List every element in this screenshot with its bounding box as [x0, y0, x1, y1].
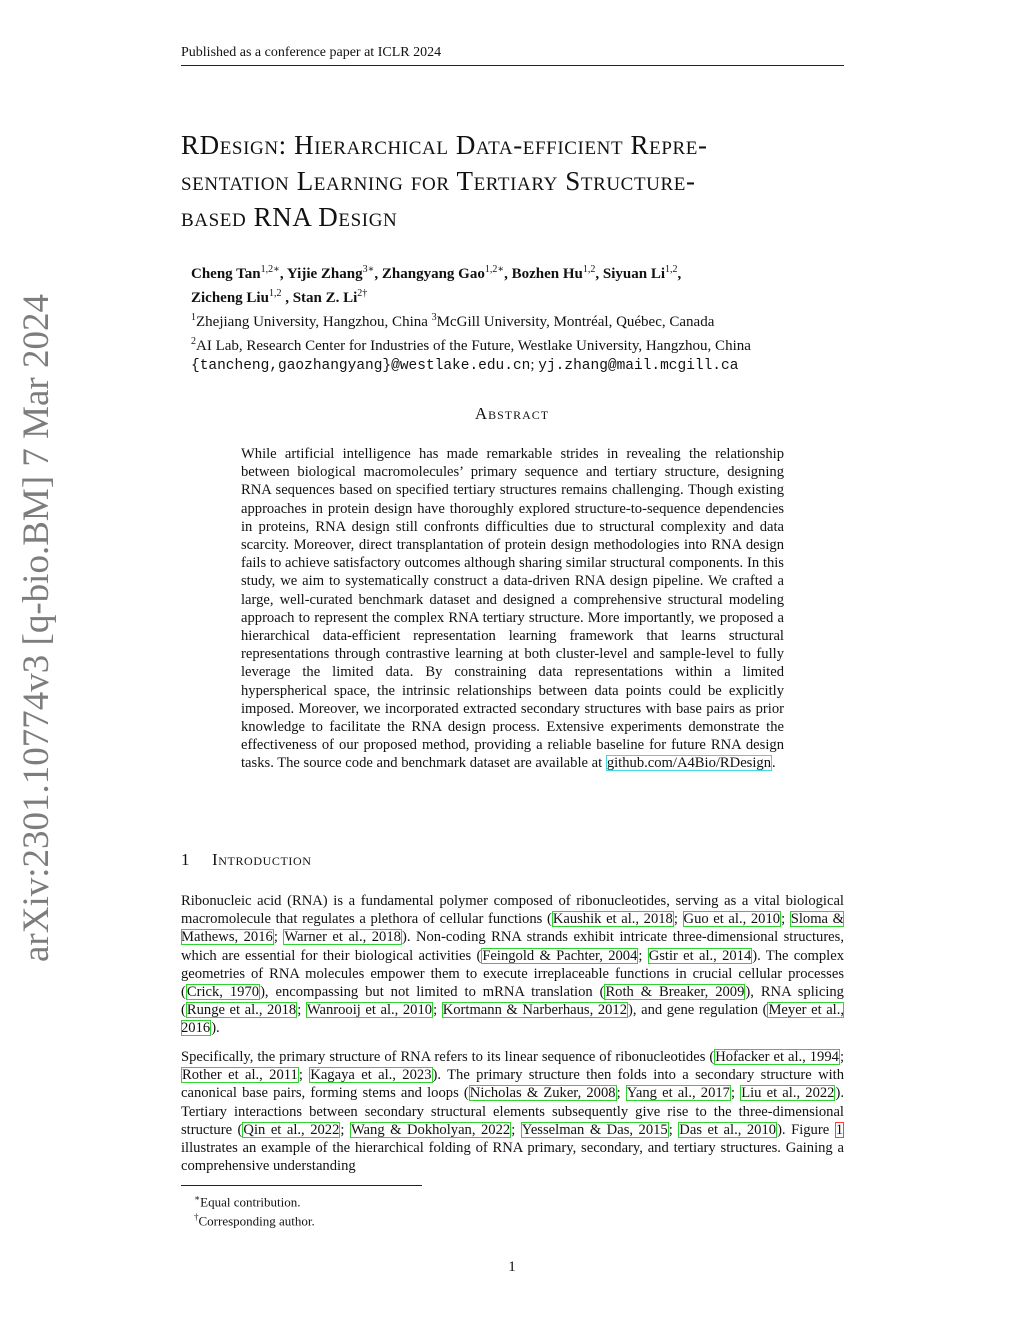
sep: ; [511, 1121, 521, 1138]
footnote-rule [181, 1185, 422, 1186]
citation[interactable]: Liu et al., 2022 [741, 1085, 835, 1102]
affiliation: McGill University, Montréal, Québec, Canada [436, 314, 715, 330]
citation[interactable]: Wanrooij et al., 2010 [306, 1002, 433, 1019]
affiliation-sup: 1 [191, 312, 196, 323]
text: ). Non-coding RNA strands exhibit intricate three-dimensional structures, which are essential for their biological activities ( [181, 929, 844, 964]
running-header: Published as a conference paper at ICLR 2024 [181, 44, 844, 66]
text: illustrates an example of the hierarchical folding of RNA primary, secondary, and tertiary structures. Gaining a comprehensive understanding [181, 1140, 844, 1175]
author-name: Zhangyang Gao [381, 266, 485, 282]
text: ), RNA splicing ( [181, 984, 844, 1019]
citation[interactable]: Sloma & Mathews, 2016 [181, 911, 844, 946]
author-sup: 1,2 [665, 264, 678, 275]
text: ). The complex geometries of RNA molecules empower them to execute irreplaceable functions in crucial cellular processes ( [181, 947, 845, 1001]
affiliation-sup: 2 [191, 336, 196, 347]
text: ). Tertiary interactions between secondary structural elements subsequently give rise to the three-dimensional structure ( [181, 1085, 844, 1138]
citation[interactable]: Qin et al., 2022 [243, 1121, 340, 1138]
author-sup: 1,2∗ [484, 264, 505, 275]
sep: ; [298, 1067, 310, 1084]
sep: ; [781, 911, 790, 928]
sep: ; [340, 1121, 350, 1138]
author-name: Stan Z. Li [292, 290, 358, 306]
sep: ; [839, 1049, 845, 1065]
footnote-mark: † [194, 1212, 199, 1222]
title-line: RDesign: Hierarchical Data-efficient Repre- [181, 130, 708, 160]
sep: ; [273, 929, 284, 946]
affiliation: AI Lab, Research Center for Industries of the Future, Westlake University, Hangzhou, China [196, 338, 751, 354]
intro-paragraph-1 [181, 892, 844, 1038]
text: ). Figure [777, 1121, 835, 1138]
citation[interactable]: Nicholas & Zuker, 2008 [469, 1085, 616, 1102]
affiliation-line [191, 308, 841, 332]
arxiv-identifier: arXiv:2301.10774v3 [q-bio.BM] 7 Mar 2024 [16, 294, 57, 962]
author-sup: 2† [357, 288, 368, 299]
intro-paragraph-2 [181, 1048, 844, 1175]
section-heading [181, 850, 312, 870]
abstract: While artificial intelligence has made remarkable strides in revealing the relationship between biological macromolecules’ primary sequence and tertiary structure, designing RNA sequences based on specified tertiary structures remains challenging. Though existing approaches in protein design have thoroughly explored structure-to-sequence dependencies in proteins, RNA design still confronts difficulties due to structural complexity and data scarcity. Moreover, direct transplantation of protein design methodologies into RNA design fails to achieve satisfactory outcomes although sharing similar structural components. In this study, we aim to systematically construct a data-driven RNA design pipeline. We crafted a large, well-curated benchmark dataset and designed a comprehensive structural modeling approach to represent the complex RNA tertiary structure. More importantly, we proposed a hierarchical data-efficient representation learning framework that learns structural representations through contrastive learning at both cluster-level and sample-level to fully leverage the limited data. By constraining data representations within a limited hyperspherical space, the intrinsic relationships between data points could be explicitly imposed. Moreover, we incorporated extracted secondary structures with base pairs as prior knowledge to facilitate the RNA design process. Extensive experiments demonstrate the effectiveness of our proposed method, providing a reliable baseline for future RNA design tasks. The source code and benchmark dataset are available at github.com/A4Bio/RDesign. [241, 446, 784, 772]
author-list: Cheng Tan$^{1,2∗}$, Yijie Zhang$^{3∗}$, Zhangyang Gao$^{1,2∗}$, Bozhen Hu$^{1,2}$, Siyuan Li$^{1,2}$, Zicheng Liu$^{1,2}$ , Stan Z. $Li^{2\dagger}$ [191, 264, 682, 306]
page-number: 1 [508, 1259, 516, 1275]
abstract-heading: Abstract [474, 404, 550, 423]
section-title: Introduction [212, 850, 312, 869]
author-name: Zicheng Liu [191, 290, 269, 306]
citation[interactable]: Crick, 1970 [186, 984, 260, 1001]
email[interactable]: yj.zhang@mail.mcgill.ca [538, 358, 739, 374]
section-number: 1 [181, 850, 191, 869]
citation[interactable]: Das et al., 2010 [679, 1121, 777, 1138]
sep: ; [668, 1121, 679, 1138]
email-line: {tancheng,gaozhangyang}@westlake.edu.cn; yj.zhang@mail.mcgill.ca [191, 357, 739, 374]
author-sup: 1,2 [268, 288, 282, 299]
author-name: Cheng Tan [191, 266, 261, 282]
sep: ; [433, 1002, 442, 1019]
footnote-text: Corresponding author. [198, 1213, 315, 1229]
email[interactable]: {tancheng,gaozhangyang}@westlake.edu.cn [191, 358, 531, 374]
author-block [191, 260, 841, 376]
citation[interactable]: Roth & Breaker, 2009 [605, 984, 745, 1001]
author-sup: 1,2 [582, 264, 596, 275]
text: ), encompassing but not limited to mRNA translation ( [260, 984, 605, 1001]
citation[interactable]: Hofacker et al., 1994 [715, 1049, 839, 1065]
text: ), and gene regulation ( [628, 1002, 768, 1019]
author-sup: 1,2∗ [260, 264, 280, 275]
affiliation-line [191, 332, 841, 356]
author-sup: 3∗ [362, 264, 375, 275]
sep: ; [297, 1002, 306, 1019]
citation[interactable]: Runge et al., 2018 [186, 1002, 297, 1019]
author-name: Yijie Zhang [286, 266, 363, 282]
citation[interactable]: Yang et al., 2017 [626, 1085, 730, 1102]
text: Specifically, the primary structure of RNA refers to its linear sequence of ribonucleotides ( [181, 1049, 715, 1065]
text: ). The primary structure then folds into a secondary structure with canonical base pairs, forming stems and loops ( [181, 1067, 845, 1102]
code-link[interactable]: github.com/A4Bio/RDesign [606, 755, 772, 772]
footnote-equal-contribution [194, 1190, 301, 1210]
citation[interactable]: Warner et al., 2018 [284, 929, 401, 946]
citation[interactable]: Wang & Dokholyan, 2022 [350, 1121, 511, 1138]
affiliation-sup: 3 [431, 312, 437, 323]
citation[interactable]: Guo et al., 2010 [683, 911, 781, 928]
paper-title [181, 127, 844, 235]
citation[interactable]: Kortmann & Narberhaus, 2012 [442, 1002, 628, 1019]
citation[interactable]: Rother et al., 2011 [182, 1067, 298, 1084]
author-name: Bozhen Hu [511, 266, 583, 282]
figure-reference[interactable]: 1 [835, 1121, 843, 1138]
author-name: Siyuan Li [602, 266, 666, 282]
citation[interactable]: Kaushik et al., 2018 [552, 911, 673, 928]
title-line: based RNA Design [181, 202, 398, 232]
citation[interactable]: Kagaya et al., 2023 [310, 1067, 432, 1084]
abstract-text: While artificial intelligence has made remarkable strides in revealing the relationship between biological macromolecules’ primary sequence and tertiary structure, designing RNA sequences based on specified tertiary structures remains challenging. Though existing approaches in protein design have thoroughly explored structure-to-sequence dependencies in proteins, RNA design still confronts difficulties due to structural complexity and data scarcity. Moreover, direct transplantation of protein design methodologies into RNA design fails to achieve satisfactory outcomes although sharing similar structural components. In this study, we aim to systematically construct a data-driven RNA design pipeline. We crafted a large, well-curated benchmark dataset and designed a comprehensive structural modeling approach to represent the complex RNA tertiary structure. More importantly, we proposed a hierarchical data-efficient representation learning framework that learns structural representations through contrastive learning at both cluster-level and sample-level to fully leverage the limited data. By constraining data representations within a limited hyperspherical space, the intrinsic relationships between data points could be explicitly imposed. Moreover, we incorporated extracted secondary structures with base pairs as prior knowledge to facilitate the RNA design process. Extensive experiments demonstrate the effectiveness of our proposed method, providing a reliable baseline for future RNA design tasks. The source code and benchmark dataset are available at [241, 446, 784, 772]
citation[interactable]: Yesselman & Das, 2015 [521, 1121, 668, 1138]
footnote-corresponding-author [194, 1209, 315, 1229]
sep: ; [638, 947, 648, 964]
sep: ; [616, 1085, 626, 1102]
footnote-text: Equal contribution. [200, 1194, 301, 1210]
title-line: sentation Learning for Tertiary Structure- [181, 166, 696, 196]
sep: ; [673, 911, 683, 928]
affiliation: Zhejiang University, Hangzhou, China [196, 314, 428, 330]
citation[interactable]: Meyer et al., 2016 [181, 1002, 845, 1037]
text: Ribonucleic acid (RNA) is a fundamental polymer composed of ribonucleotides, serving as a vital biological macromolecule that regulates a plethora of cellular functions ( [181, 893, 844, 928]
sep: ; [730, 1085, 741, 1102]
footnote-mark: ∗ [194, 1193, 201, 1203]
citation[interactable]: Gstir et al., 2014 [648, 947, 752, 964]
citation[interactable]: Feingold & Pachter, 2004 [482, 947, 638, 964]
text: ). [211, 1020, 220, 1037]
